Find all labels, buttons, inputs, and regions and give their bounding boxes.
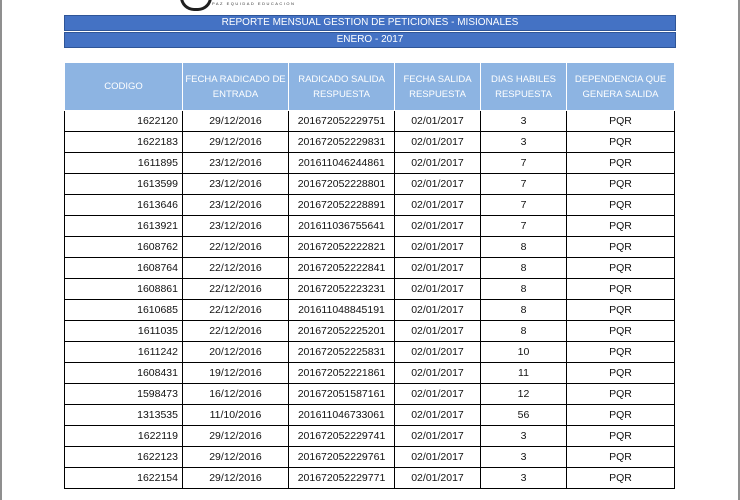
cell-codigo: 1613599 bbox=[65, 174, 183, 195]
cell-dias-habiles: 12 bbox=[481, 384, 567, 405]
cell-dias-habiles: 8 bbox=[481, 237, 567, 258]
cell-fecha-radicado: 23/12/2016 bbox=[183, 195, 289, 216]
cell-radicado-salida: 201672051587161 bbox=[289, 384, 395, 405]
cell-fecha-salida: 02/01/2017 bbox=[395, 342, 481, 363]
table-row bbox=[65, 237, 675, 258]
cell-radicado-salida: 201672052229831 bbox=[289, 132, 395, 153]
cell-codigo: 1610685 bbox=[65, 300, 183, 321]
cell-dias-habiles: 7 bbox=[481, 153, 567, 174]
cell-dependencia: PQR bbox=[567, 195, 675, 216]
cell-radicado-salida: 201672052229751 bbox=[289, 111, 395, 132]
cell-fecha-radicado: 23/12/2016 bbox=[183, 153, 289, 174]
cell-fecha-radicado: 23/12/2016 bbox=[183, 216, 289, 237]
cell-dependencia: PQR bbox=[567, 321, 675, 342]
cell-fecha-radicado: 11/10/2016 bbox=[183, 405, 289, 426]
cell-radicado-salida: 201611046244861 bbox=[289, 153, 395, 174]
cell-dias-habiles: 10 bbox=[481, 342, 567, 363]
cell-dias-habiles: 3 bbox=[481, 447, 567, 468]
table-row bbox=[65, 405, 675, 426]
cell-codigo: 1611242 bbox=[65, 342, 183, 363]
cell-dias-habiles: 7 bbox=[481, 174, 567, 195]
table-row bbox=[65, 426, 675, 447]
cell-fecha-radicado: 22/12/2016 bbox=[183, 258, 289, 279]
cell-fecha-salida: 02/01/2017 bbox=[395, 468, 481, 489]
cell-fecha-radicado: 22/12/2016 bbox=[183, 300, 289, 321]
report-period: ENERO - 2017 bbox=[64, 32, 676, 48]
header-dias-habiles: DIAS HABILES RESPUESTA bbox=[481, 63, 567, 111]
cell-radicado-salida: 201672052228891 bbox=[289, 195, 395, 216]
cell-fecha-salida: 02/01/2017 bbox=[395, 447, 481, 468]
cell-codigo: 1313535 bbox=[65, 405, 183, 426]
cell-fecha-salida: 02/01/2017 bbox=[395, 384, 481, 405]
header-codigo: CODIGO bbox=[65, 63, 183, 111]
cell-codigo: 1608762 bbox=[65, 237, 183, 258]
cell-fecha-radicado: 29/12/2016 bbox=[183, 426, 289, 447]
cell-fecha-salida: 02/01/2017 bbox=[395, 216, 481, 237]
table-row bbox=[65, 321, 675, 342]
cell-fecha-salida: 02/01/2017 bbox=[395, 363, 481, 384]
cell-dependencia: PQR bbox=[567, 405, 675, 426]
report-table bbox=[64, 62, 675, 489]
cell-codigo: 1608764 bbox=[65, 258, 183, 279]
table-row bbox=[65, 216, 675, 237]
cell-dias-habiles: 8 bbox=[481, 279, 567, 300]
cell-dependencia: PQR bbox=[567, 384, 675, 405]
cell-fecha-radicado: 23/12/2016 bbox=[183, 174, 289, 195]
table-row bbox=[65, 111, 675, 132]
cell-dias-habiles: 8 bbox=[481, 300, 567, 321]
cell-codigo: 1622183 bbox=[65, 132, 183, 153]
cell-dependencia: PQR bbox=[567, 279, 675, 300]
cell-fecha-radicado: 29/12/2016 bbox=[183, 447, 289, 468]
table-row bbox=[65, 384, 675, 405]
cell-dependencia: PQR bbox=[567, 363, 675, 384]
cell-dependencia: PQR bbox=[567, 258, 675, 279]
cell-fecha-radicado: 22/12/2016 bbox=[183, 279, 289, 300]
cell-codigo: 1613646 bbox=[65, 195, 183, 216]
table-row bbox=[65, 468, 675, 489]
cell-dias-habiles: 7 bbox=[481, 195, 567, 216]
cell-codigo: 1598473 bbox=[65, 384, 183, 405]
cell-dependencia: PQR bbox=[567, 174, 675, 195]
header-row bbox=[65, 63, 675, 111]
cell-radicado-salida: 201611036755641 bbox=[289, 216, 395, 237]
cell-fecha-salida: 02/01/2017 bbox=[395, 195, 481, 216]
cell-dependencia: PQR bbox=[567, 237, 675, 258]
cell-radicado-salida: 201611048845191 bbox=[289, 300, 395, 321]
cell-dias-habiles: 8 bbox=[481, 258, 567, 279]
cell-dependencia: PQR bbox=[567, 216, 675, 237]
table-row bbox=[65, 258, 675, 279]
cell-fecha-salida: 02/01/2017 bbox=[395, 426, 481, 447]
cell-radicado-salida: 201672052225831 bbox=[289, 342, 395, 363]
cell-dias-habiles: 3 bbox=[481, 132, 567, 153]
cell-fecha-salida: 02/01/2017 bbox=[395, 237, 481, 258]
cell-radicado-salida: 201672052222821 bbox=[289, 237, 395, 258]
cell-radicado-salida: 201672052223231 bbox=[289, 279, 395, 300]
cell-dias-habiles: 3 bbox=[481, 111, 567, 132]
cell-radicado-salida: 201611046733061 bbox=[289, 405, 395, 426]
table-row bbox=[65, 447, 675, 468]
cell-dias-habiles: 7 bbox=[481, 216, 567, 237]
header-fecha-radicado: FECHA RADICADO DE ENTRADA bbox=[183, 63, 289, 111]
cell-dependencia: PQR bbox=[567, 426, 675, 447]
table-row bbox=[65, 300, 675, 321]
table-row bbox=[65, 363, 675, 384]
cell-dependencia: PQR bbox=[567, 447, 675, 468]
cell-dependencia: PQR bbox=[567, 468, 675, 489]
cell-dependencia: PQR bbox=[567, 153, 675, 174]
logo-tagline: PAZ EQUIDAD EDUCACION bbox=[212, 1, 296, 6]
cell-codigo: 1613921 bbox=[65, 216, 183, 237]
report-title: REPORTE MENSUAL GESTION DE PETICIONES - MISIONALES bbox=[64, 15, 676, 31]
cell-codigo: 1608861 bbox=[65, 279, 183, 300]
cell-dias-habiles: 3 bbox=[481, 468, 567, 489]
header-dependencia: DEPENDENCIA QUE GENERA SALIDA bbox=[567, 63, 675, 111]
cell-dependencia: PQR bbox=[567, 132, 675, 153]
cell-radicado-salida: 201672052229741 bbox=[289, 426, 395, 447]
table-row bbox=[65, 279, 675, 300]
cell-codigo: 1622123 bbox=[65, 447, 183, 468]
cell-dias-habiles: 3 bbox=[481, 426, 567, 447]
cell-codigo: 1608431 bbox=[65, 363, 183, 384]
cell-fecha-radicado: 20/12/2016 bbox=[183, 342, 289, 363]
cell-codigo: 1622120 bbox=[65, 111, 183, 132]
cell-radicado-salida: 201672052229771 bbox=[289, 468, 395, 489]
cell-fecha-radicado: 16/12/2016 bbox=[183, 384, 289, 405]
cell-radicado-salida: 201672052225201 bbox=[289, 321, 395, 342]
cell-dias-habiles: 56 bbox=[481, 405, 567, 426]
cell-fecha-salida: 02/01/2017 bbox=[395, 405, 481, 426]
table-row bbox=[65, 174, 675, 195]
cell-codigo: 1622119 bbox=[65, 426, 183, 447]
ministry-logo bbox=[180, 0, 410, 11]
cell-fecha-salida: 02/01/2017 bbox=[395, 279, 481, 300]
logo-mark-icon bbox=[180, 0, 212, 11]
cell-radicado-salida: 201672052228801 bbox=[289, 174, 395, 195]
header-radicado-salida: RADICADO SALIDA RESPUESTA bbox=[289, 63, 395, 111]
cell-fecha-radicado: 29/12/2016 bbox=[183, 132, 289, 153]
table-row bbox=[65, 195, 675, 216]
cell-fecha-salida: 02/01/2017 bbox=[395, 132, 481, 153]
cell-codigo: 1622154 bbox=[65, 468, 183, 489]
cell-radicado-salida: 201672052222841 bbox=[289, 258, 395, 279]
table-row bbox=[65, 153, 675, 174]
cell-fecha-salida: 02/01/2017 bbox=[395, 300, 481, 321]
cell-dias-habiles: 11 bbox=[481, 363, 567, 384]
cell-radicado-salida: 201672052229761 bbox=[289, 447, 395, 468]
cell-dependencia: PQR bbox=[567, 111, 675, 132]
cell-fecha-salida: 02/01/2017 bbox=[395, 321, 481, 342]
cell-dependencia: PQR bbox=[567, 342, 675, 363]
cell-dias-habiles: 8 bbox=[481, 321, 567, 342]
header-fecha-salida: FECHA SALIDA RESPUESTA bbox=[395, 63, 481, 111]
cell-fecha-salida: 02/01/2017 bbox=[395, 153, 481, 174]
cell-fecha-salida: 02/01/2017 bbox=[395, 258, 481, 279]
cell-fecha-radicado: 22/12/2016 bbox=[183, 237, 289, 258]
table-body bbox=[65, 111, 675, 489]
cell-fecha-radicado: 19/12/2016 bbox=[183, 363, 289, 384]
table-row bbox=[65, 342, 675, 363]
cell-fecha-salida: 02/01/2017 bbox=[395, 111, 481, 132]
cell-radicado-salida: 201672052221861 bbox=[289, 363, 395, 384]
cell-codigo: 1611895 bbox=[65, 153, 183, 174]
cell-codigo: 1611035 bbox=[65, 321, 183, 342]
table-row bbox=[65, 132, 675, 153]
cell-fecha-salida: 02/01/2017 bbox=[395, 174, 481, 195]
cell-fecha-radicado: 22/12/2016 bbox=[183, 321, 289, 342]
cell-fecha-radicado: 29/12/2016 bbox=[183, 468, 289, 489]
cell-fecha-radicado: 29/12/2016 bbox=[183, 111, 289, 132]
cell-dependencia: PQR bbox=[567, 300, 675, 321]
